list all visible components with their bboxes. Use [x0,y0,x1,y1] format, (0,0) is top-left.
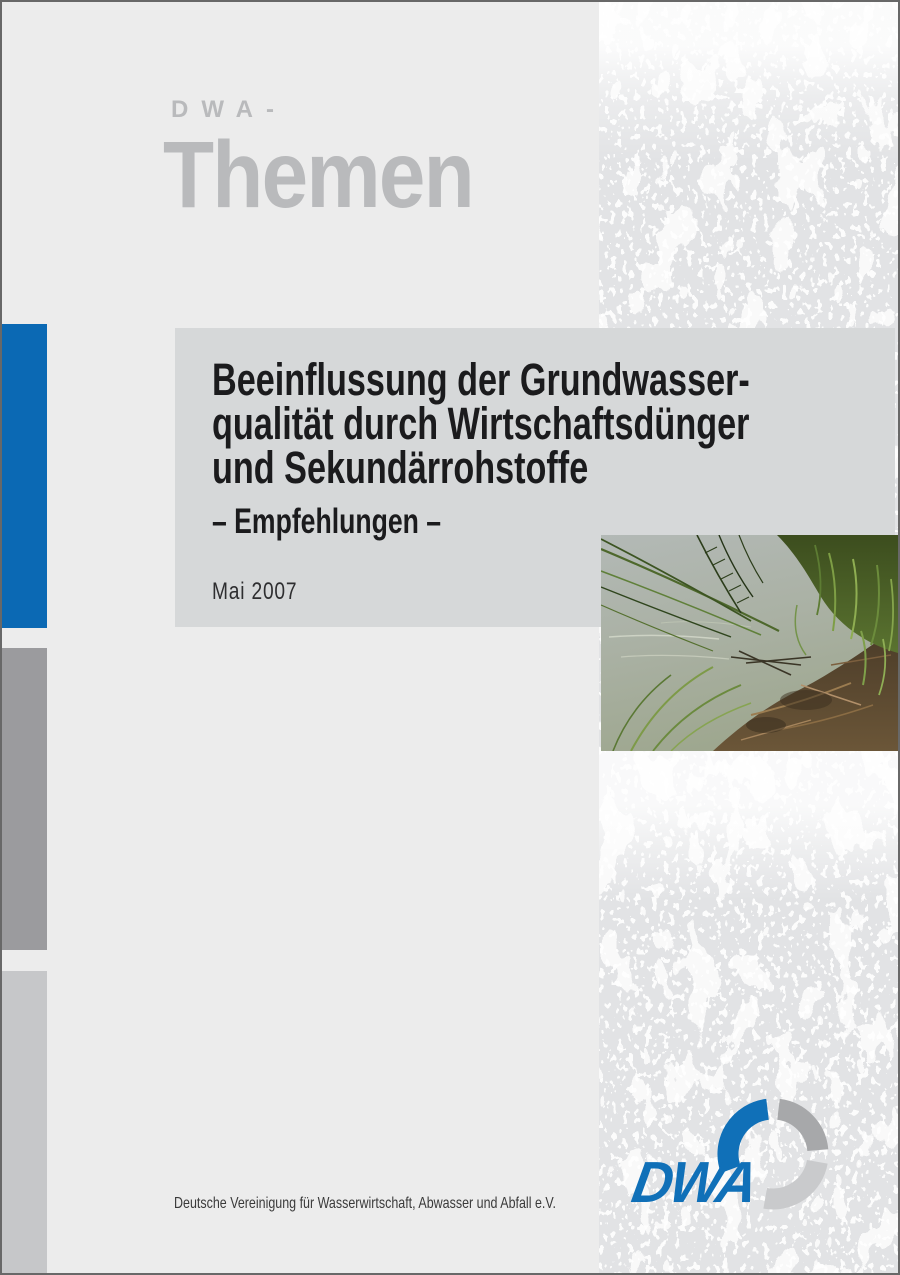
series-name: Themen [163,122,473,228]
waterside-grass-bank-illustration [601,535,898,751]
organization-name: Deutsche Vereinigung für Wasserwirtschaft, Abwasser und Abfall e.V. [174,1195,557,1212]
title-line-1: Beeinflussung der Grundwasser- [212,354,750,405]
cover-title [212,354,750,493]
texture-light-band-top [599,2,898,162]
dwa-wordmark: DWA [627,1150,761,1215]
series-prefix: DWA- [171,96,287,123]
cover-subtitle: – Empfehlungen – [212,502,442,541]
accent-bar-light-gray [2,971,47,1275]
dwa-logo [602,1092,898,1232]
publication-date: Mai 2007 [212,578,298,605]
title-line-3: und Sekundärrohstoffe [212,442,589,493]
accent-bar-blue [2,324,47,628]
accent-bar-gray [2,648,47,950]
cover-photo [601,535,898,751]
title-line-2: qualität durch Wirtschaftsdünger [212,398,750,449]
series-header [163,96,515,228]
texture-light-band-below-photo [599,750,898,900]
